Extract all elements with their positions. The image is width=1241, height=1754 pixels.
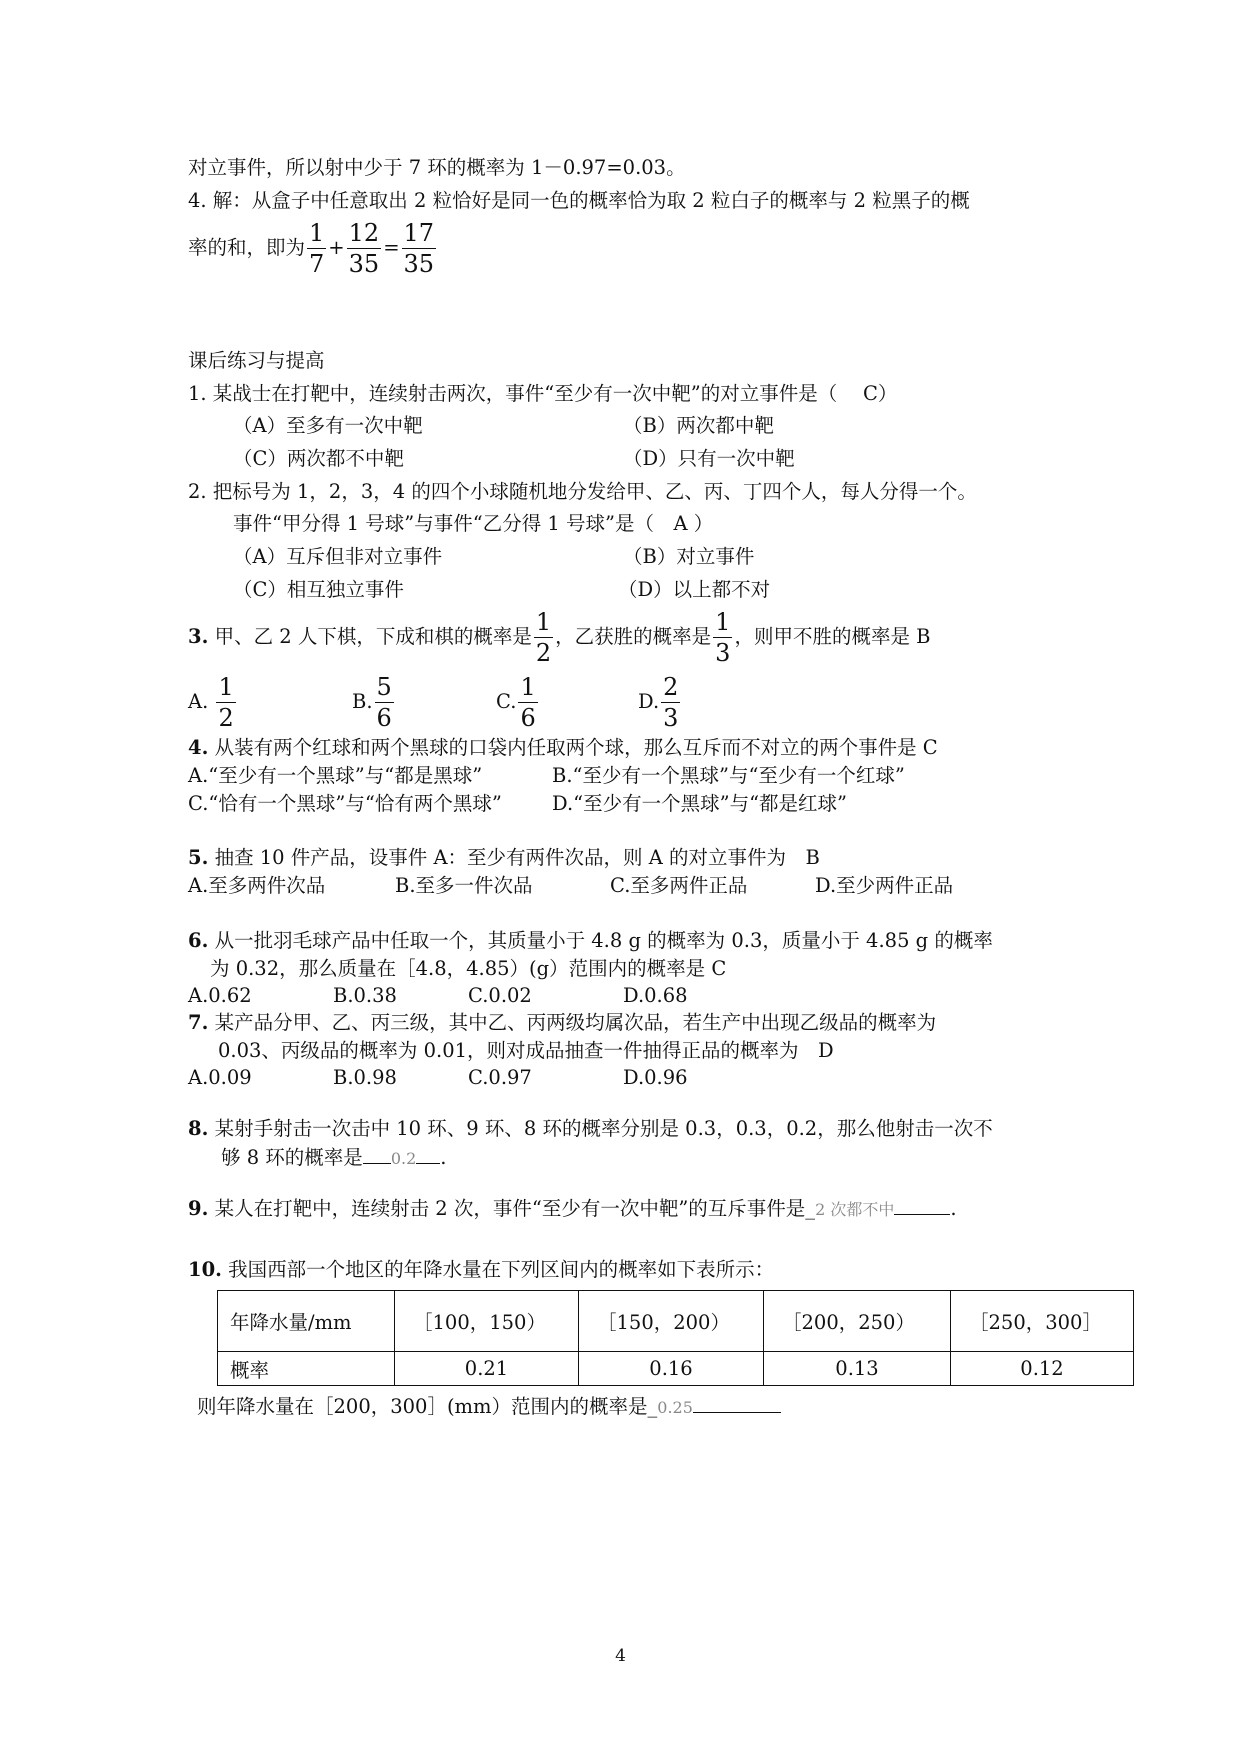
q7-option-a: A.0.09 bbox=[188, 1066, 252, 1089]
q5-option-c: C.至多两件正品 bbox=[610, 874, 748, 897]
q3-number: 3. bbox=[188, 625, 209, 648]
q5-option-a: A.至多两件次品 bbox=[188, 874, 326, 897]
fraction: $\frac{5}{6}$ bbox=[376, 673, 392, 732]
q7-option-b: B.0.98 bbox=[333, 1066, 397, 1089]
q7-stem: 7. 某产品分甲、乙、丙三级，其中乙、丙两级均属次品，若生产中出现乙级品的概率为 bbox=[188, 1011, 937, 1034]
q6-option-c: C.0.02 bbox=[468, 984, 532, 1007]
q3-option-b: B. $\frac{5}{6}$ bbox=[352, 673, 392, 732]
fraction: $\frac{1}{2}$ bbox=[535, 608, 552, 667]
table-cell: ［100，150） bbox=[395, 1291, 579, 1352]
q3-option-c: C. $\frac{1}{6}$ bbox=[496, 673, 536, 732]
q1-option-d: （D）只有一次中靶 bbox=[623, 447, 795, 470]
solution-line: 对立事件，所以射中少于 7 环的概率为 1－0.97=0.03。 bbox=[188, 156, 686, 179]
table-row bbox=[218, 1352, 1134, 1386]
q1-option-c: （C）两次都不中靶 bbox=[233, 447, 404, 470]
q1-stem: 1. 某战士在打靶中，连续射击两次，事件“至少有一次中靶”的对立事件是（ C） bbox=[188, 382, 898, 405]
q8-stem: 8. 某射手射击一次击中 10 环、9 环、8 环的概率分别是 0.3，0.3，0.2，那么他射击一次不 bbox=[188, 1117, 993, 1140]
fraction: $\frac{1}{6}$ bbox=[520, 673, 536, 732]
q6-stem2: 为 0.32，那么质量在［4.8，4.85）(g）范围内的概率是 C bbox=[210, 957, 727, 980]
q2-option-d: （D）以上都不对 bbox=[618, 578, 771, 601]
q3-text: ，则甲不胜的概率是 B bbox=[734, 625, 931, 648]
q6-option-b: B.0.38 bbox=[333, 984, 397, 1007]
q4-stem: 4. 从装有两个红球和两个黑球的口袋内任取两个球，那么互斥而不对立的两个事件是 C bbox=[188, 736, 938, 759]
solution-q4-line1: 4. 解：从盒子中任意取出 2 粒恰好是同一色的概率恰为取 2 粒白子的概率与 2 粒黑子的概 bbox=[188, 189, 970, 212]
q2-option-b: （B）对立事件 bbox=[623, 545, 755, 568]
q4-option-c: C.“恰有一个黑球”与“恰有两个黑球” bbox=[188, 792, 502, 815]
table-cell: ［200，250） bbox=[764, 1291, 951, 1352]
q4-option-d: D.“至少有一个黑球”与“都是红球” bbox=[552, 792, 848, 815]
q9-answer: 2 次都不中 bbox=[815, 1200, 895, 1219]
q6-option-a: A.0.62 bbox=[188, 984, 252, 1007]
q2-stem: 2. 把标号为 1，2，3，4 的四个小球随机地分发给甲、乙、丙、丁四个人，每人分得一个。 bbox=[188, 480, 977, 503]
q3-option-a: A. $\frac{1}{2}$ bbox=[188, 673, 234, 732]
fraction: $\frac{12}{35}$ bbox=[348, 219, 380, 278]
q6-option-d: D.0.68 bbox=[623, 984, 688, 1007]
q2-option-a: （A）互斥但非对立事件 bbox=[233, 545, 443, 568]
solution-q4-prefix: 率的和，即为 bbox=[188, 236, 306, 259]
fraction: $\frac{1}{2}$ bbox=[218, 673, 234, 732]
fraction: $\frac{1}{7}$ bbox=[309, 219, 325, 278]
rainfall-table bbox=[217, 1290, 1134, 1386]
fraction: $\frac{1}{3}$ bbox=[715, 608, 731, 667]
table-header-row bbox=[218, 1291, 1134, 1352]
fraction: $\frac{17}{35}$ bbox=[403, 219, 435, 278]
q7-option-c: C.0.97 bbox=[468, 1066, 532, 1089]
page-number: 4 bbox=[615, 1646, 626, 1666]
table-cell: 年降水量/mm bbox=[218, 1291, 395, 1352]
q7-stem2: 0.03、丙级品的概率为 0.01，则对成品抽查一件抽得正品的概率为 D bbox=[218, 1039, 834, 1062]
q3-text: ，乙获胜的概率是 bbox=[555, 625, 712, 648]
q2-stem2: 事件“甲分得 1 号球”与事件“乙分得 1 号球”是（ A ） bbox=[233, 512, 714, 535]
table-cell: 0.12 bbox=[951, 1352, 1134, 1386]
q6-stem: 6. 从一批羽毛球产品中任取一个，其质量小于 4.8 g 的概率为 0.3，质量小于 4.85 g 的概率 bbox=[188, 929, 993, 952]
q5-option-b: B.至多一件次品 bbox=[395, 874, 533, 897]
q1-option-b: （B）两次都中靶 bbox=[623, 414, 774, 437]
table-cell: 概率 bbox=[218, 1352, 395, 1386]
equals-sign: = bbox=[383, 236, 400, 259]
q4-option-a: A.“至少有一个黑球”与“都是黑球” bbox=[188, 764, 483, 787]
fraction: $\frac{2}{3}$ bbox=[663, 673, 679, 732]
q5-stem: 5. 抽查 10 件产品，设事件 A：至少有两件次品，则 A 的对立事件为 B bbox=[188, 846, 820, 869]
table-cell: 0.16 bbox=[579, 1352, 764, 1386]
q2-option-c: （C）相互独立事件 bbox=[233, 578, 404, 601]
plus-sign: + bbox=[328, 236, 345, 259]
section-title: 课后练习与提高 bbox=[188, 349, 325, 372]
solution-q4-line2 bbox=[188, 216, 438, 280]
table-cell: 0.13 bbox=[764, 1352, 951, 1386]
q4-option-b: B.“至少有一个黑球”与“至少有一个红球” bbox=[552, 764, 905, 787]
table-cell: ［250，300］ bbox=[951, 1291, 1134, 1352]
q10-answer: 0.25 bbox=[657, 1398, 693, 1417]
q1-option-a: （A）至多有一次中靶 bbox=[233, 414, 423, 437]
q3-text: 甲、乙 2 人下棋，下成和棋的概率是 bbox=[214, 625, 532, 648]
q10-stem: 10. 我国西部一个地区的年降水量在下列区间内的概率如下表所示： bbox=[188, 1258, 775, 1281]
q3-stem bbox=[188, 605, 930, 669]
q8-stem2: 够 8 环的概率是 0.2 . bbox=[221, 1143, 446, 1173]
q7-option-d: D.0.96 bbox=[623, 1066, 688, 1089]
q5-option-d: D.至少两件正品 bbox=[815, 874, 954, 897]
q9-stem: 9. 某人在打靶中，连续射击 2 次，事件“至少有一次中靶”的互斥事件是_2 次都不中 . bbox=[188, 1194, 957, 1224]
q8-answer: 0.2 bbox=[390, 1149, 417, 1168]
table-cell: 0.21 bbox=[395, 1352, 579, 1386]
q3-option-d: D. $\frac{2}{3}$ bbox=[638, 673, 679, 732]
table-cell: ［150，200） bbox=[579, 1291, 764, 1352]
q10-after: 则年降水量在［200，300］(mm）范围内的概率是_0.25 bbox=[197, 1392, 781, 1422]
